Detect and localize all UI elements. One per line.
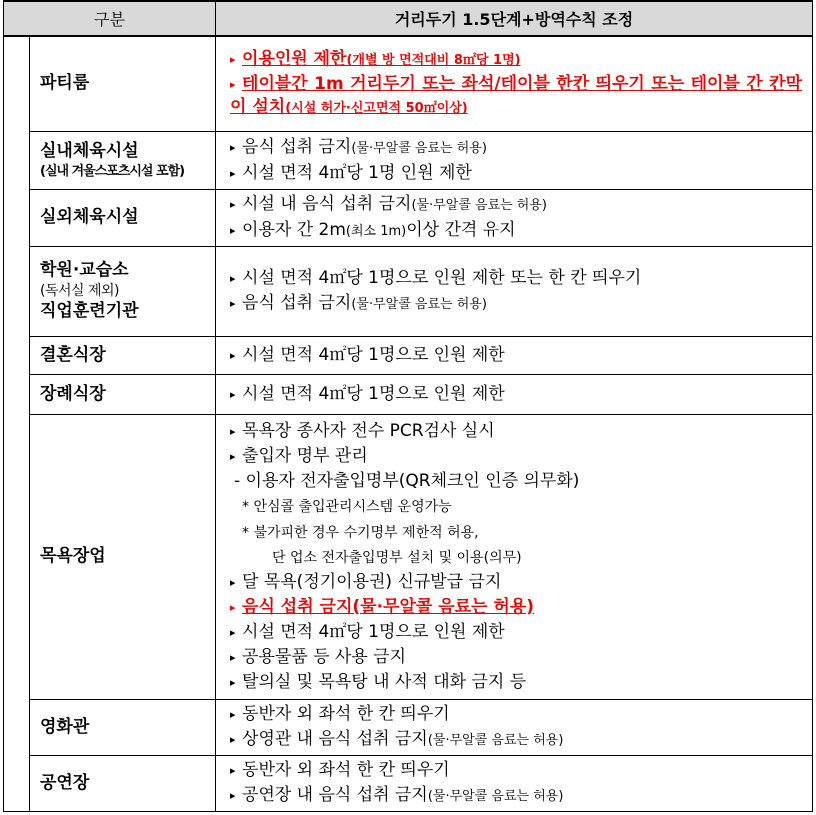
category-cell [30,336,216,374]
bullet-triangle-icon: ▸ [230,650,236,664]
bullet-triangle-icon: ▸ [230,424,236,438]
adjustment-cell [216,699,813,755]
bullet-triangle-icon: ▸ [230,197,236,211]
bullet-triangle-icon: ▸ [230,78,236,92]
rule-line [230,291,812,317]
bullet-triangle-icon: ▸ [230,763,236,777]
rule-line [230,419,812,444]
rule-text: 이용자 간 2m [242,219,346,240]
rule-text: 시설 면적 4㎡당 1명으로 인원 제한 [242,621,505,642]
adjustment-cell [216,36,813,131]
category-label: 학원·교습소 [40,259,129,280]
rule-text: 테이블간 1m 거리두기 또는 좌석/테이블 한칸 띄우기 또는 테이블 간 칸막이 설치 [230,74,803,118]
bullet-triangle-icon: ▸ [230,732,236,746]
bullet-triangle-icon: ▸ [230,575,236,589]
rule-line [230,595,812,620]
category-cell [30,755,216,811]
category-label: 실외체육시설 [40,207,139,228]
header-adjustment: 거리두기 1.5단계+방역수칙 조정 [216,1,813,36]
bullet-triangle-icon: ▸ [230,625,236,639]
bullet-triangle-icon: ▸ [230,387,236,401]
rule-note: (개별 방 면적대비 8㎡당 1명) [346,53,521,69]
category-label: 공연장 [40,772,90,793]
category-cell [30,374,216,414]
rule-line [230,670,812,695]
rule-text: 상영관 내 음식 섭취 금지 [242,728,428,749]
category-sublabel: (실내 겨울스포츠시설 포함) [40,163,185,179]
adjustment-cell [216,246,813,336]
rule-text: 단 업소 전자출입명부 설치 및 이용(의무) [272,549,522,566]
rule-line [230,161,812,186]
adjustment-cell [216,374,813,414]
category-cell [30,189,216,246]
bullet-triangle-icon: ▸ [230,600,236,614]
category-label: 영화관 [40,716,90,737]
rule-text: 이용인원 제한 [242,49,347,70]
rule-text: 동반자 외 좌석 한 칸 띄우기 [242,759,450,780]
category-label: 목욕장업 [40,546,106,567]
rule-footnote [230,494,812,520]
rule-text: 공용물품 등 사용 금지 [242,646,407,667]
rule-text: * 불가피한 경우 수기명부 제한적 허용, [242,524,479,541]
rule-note: (물·무알콜 음료는 허용) [411,197,548,213]
bullet-triangle-icon: ▸ [230,271,236,285]
rule-text: 시설 면적 4㎡당 1명으로 인원 제한 [242,383,505,404]
adjustment-cell [216,755,813,811]
adjustment-cell [216,131,813,189]
rule-footnote [230,520,812,546]
bullet-triangle-icon: ▸ [230,223,236,237]
rule-subline [230,469,812,494]
bullet-triangle-icon: ▸ [230,296,236,310]
rule-note: (물·무알콜 음료는 허용) [351,140,487,156]
rule-text: 음식 섭취 금지 [242,136,352,157]
bullet-triangle-icon: ▸ [230,140,236,154]
table-row [4,36,813,131]
table-row [4,755,813,811]
rule-line [230,645,812,670]
category-label-secondary: 직업훈련기관 [40,301,139,322]
category-label: 장례식장 [40,383,106,404]
category-label: 파티룸 [40,73,90,94]
rule-line [230,73,812,120]
category-cell [30,246,216,336]
rule-note: (최소 1m) [345,223,407,239]
bullet-triangle-icon: ▸ [230,166,236,180]
rule-line [230,727,812,753]
rule-text: 시설 면적 4㎡당 1명으로 인원 제한 [242,344,505,365]
rule-text: 시설 면적 4㎡당 1명 인원 제한 [242,162,472,183]
table-row [4,131,813,189]
table-row [4,246,813,336]
table-row [4,414,813,699]
adjustment-cell [216,336,813,374]
rule-text: 달 목욕(정기이용권) 신규발급 금지 [242,571,502,592]
category-cell [30,36,216,131]
header-category: 구분 [4,1,216,36]
rule-line [230,570,812,595]
rule-line [230,620,812,645]
category-cell [30,414,216,699]
rule-text: 음식 섭취 금지 [242,292,352,313]
bullet-triangle-icon: ▸ [230,348,236,362]
distancing-rules-table [3,0,813,812]
rule-text: 공연장 내 음식 섭취 금지 [242,784,428,805]
bullet-triangle-icon: ▸ [230,707,236,721]
rule-line [230,266,812,291]
rule-text: * 안심콜 출입관리시스템 운영가능 [242,498,452,515]
category-cell [30,699,216,755]
rule-line [230,444,812,469]
table-row [4,699,813,755]
rule-footnote [230,546,812,570]
rule-line [230,758,812,783]
table-row [4,189,813,246]
bullet-triangle-icon: ▸ [230,449,236,463]
category-label: 실내체육시설 [40,140,139,161]
table-row [4,374,813,414]
rule-line [230,382,812,407]
bullet-triangle-icon: ▸ [230,675,236,689]
rule-note: (물·무알콜 음료는 허용) [351,296,487,312]
bullet-triangle-icon: ▸ [230,53,236,67]
category-label: 결혼식장 [40,344,106,365]
rule-text: 시설 면적 4㎡당 1명으로 인원 제한 또는 한 칸 띄우기 [242,267,642,288]
rule-note: (시설 허가·신고면적 50㎡이상) [285,101,468,117]
adjustment-cell [216,189,813,246]
rule-line [230,343,812,368]
rule-line [230,702,812,727]
rule-text: 동반자 외 좌석 한 칸 띄우기 [242,703,450,724]
rule-text: 음식 섭취 금지(물·무알콜 음료는 허용) [242,596,535,617]
rule-note: (물·무알콜 음료는 허용) [427,732,564,748]
rule-text-tail: 이상 간격 유지 [406,219,516,240]
rule-text: - 이용자 전자출입명부(QR체크인 인증 의무화) [234,470,580,491]
adjustment-cell [216,414,813,699]
category-cell [30,131,216,189]
bullet-triangle-icon: ▸ [230,788,236,802]
rule-line [230,47,812,73]
rule-text: 탈의실 및 목욕탕 내 사적 대화 금지 등 [242,671,527,692]
rule-note: (물·무알콜 음료는 허용) [427,788,564,804]
category-sublabel: (독서실 제외) [40,282,119,299]
rule-text: 출입자 명부 관리 [242,445,368,466]
table-row [4,336,813,374]
left-margin-column [4,36,30,811]
rule-line [230,192,812,218]
table-header-row [4,1,813,36]
rule-line [230,135,812,161]
rule-text: 목욕장 종사자 전수 PCR검사 실시 [242,420,495,441]
rule-line [230,783,812,809]
rule-text: 시설 내 음식 섭취 금지 [242,193,412,214]
rule-line [230,218,812,244]
